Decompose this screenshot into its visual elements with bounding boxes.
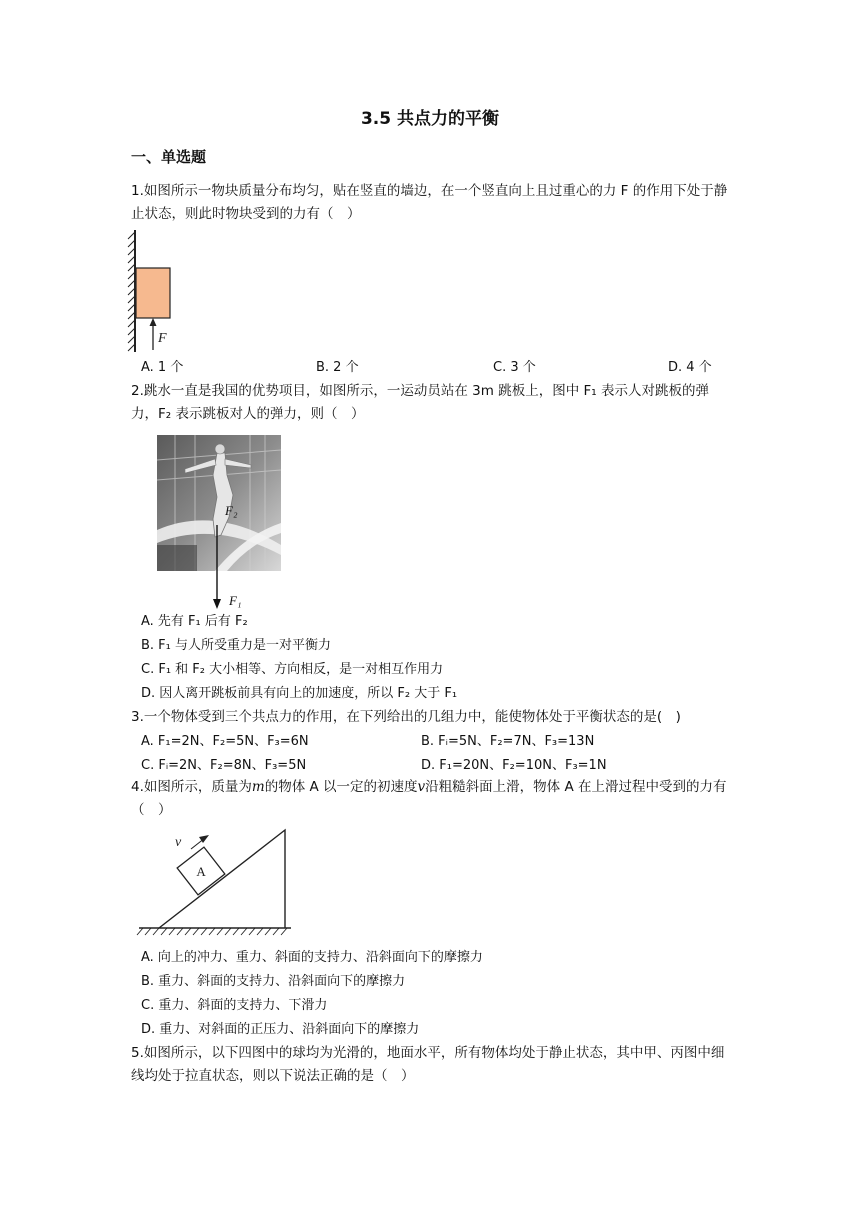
q1-option-a: A. 1 个	[141, 360, 184, 375]
force-label-f2: F₂	[225, 503, 238, 518]
q3-option-d: D. F₁=20N、F₂=10N、F₃=1N	[421, 758, 607, 773]
q4-option-a: A. 向上的冲力、重力、斜面的支持力、沿斜面向下的摩擦力	[141, 950, 483, 965]
q4-option-d: D. 重力、对斜面的正压力、沿斜面向下的摩擦力	[141, 1022, 420, 1037]
question-4-figure	[135, 826, 295, 938]
page-title: 3.5 共点力的平衡	[360, 109, 500, 129]
velocity-label-v: v	[175, 835, 182, 850]
q2-option-a: A. 先有 F₁ 后有 F₂	[141, 614, 248, 629]
q1-option-c: C. 3 个	[493, 360, 536, 375]
q2-option-b: B. F₁ 与人所受重力是一对平衡力	[141, 638, 332, 653]
question-2-figure	[155, 435, 285, 615]
question-1-figure	[125, 228, 185, 356]
q2-option-d: D. 因人离开跳板前具有向上的加速度，所以 F₂ 大于 F₁	[141, 686, 458, 701]
q4-symbol-m: m	[251, 779, 265, 795]
force-label-f: F	[158, 331, 167, 346]
q3-option-a: A. F₁=2N、F₂=5N、F₃=6N	[141, 734, 309, 749]
q4-text-a: 4.如图所示，质量为	[131, 779, 252, 795]
q4-text-b: 的物体 A 以一定的初速度	[264, 779, 418, 795]
q4-option-b: B. 重力、斜面的支持力、沿斜面向下的摩擦力	[141, 974, 406, 989]
q4-symbol-v: v	[417, 779, 426, 795]
q3-option-c: C. Fᵢ=2N、F₂=8N、F₃=5N	[141, 758, 307, 773]
q3-option-b: B. Fᵢ=5N、F₂=7N、F₃=13N	[421, 734, 595, 749]
q4-option-c: C. 重力、斜面的支持力、下滑力	[141, 998, 328, 1013]
q1-option-d: D. 4 个	[668, 360, 712, 375]
question-2-text: 2.跳水一直是我国的优势项目，如图所示，一运动员站在 3m 跳板上，图中 F₁ 表示人对跳板的弹力，F₂ 表示跳板对人的弹力，则（ ）	[131, 383, 709, 422]
block-label-a: A	[196, 864, 206, 879]
q1-option-b: B. 2 个	[316, 360, 359, 375]
q2-option-c: C. F₁ 和 F₂ 大小相等、方向相反，是一对相互作用力	[141, 662, 444, 677]
question-5-text: 5.如图所示，以下四图中的球均为光滑的，地面水平，所有物体均处于静止状态，其中甲、丙图中细线均处于拉直状态，则以下说法正确的是（ ）	[131, 1045, 725, 1084]
question-1-text: 1.如图所示一物块质量分布均匀，贴在竖直的墙边，在一个竖直向上且过重心的力 F 的作用下处于静止状态，则此时物块受到的力有（ ）	[131, 183, 728, 222]
q4-text-c: 沿粗糙斜面上滑，物体 A 在上滑过程中受到的力有（ ）	[131, 779, 727, 818]
question-4-text	[131, 776, 731, 822]
section-heading: 一、单选题	[131, 148, 207, 166]
force-label-f1: F₁	[229, 593, 242, 608]
question-3-text: 3.一个物体受到三个共点力的作用，在下列给出的几组力中，能使物体处于平衡状态的是( )	[131, 709, 681, 725]
block-shape	[136, 268, 170, 318]
